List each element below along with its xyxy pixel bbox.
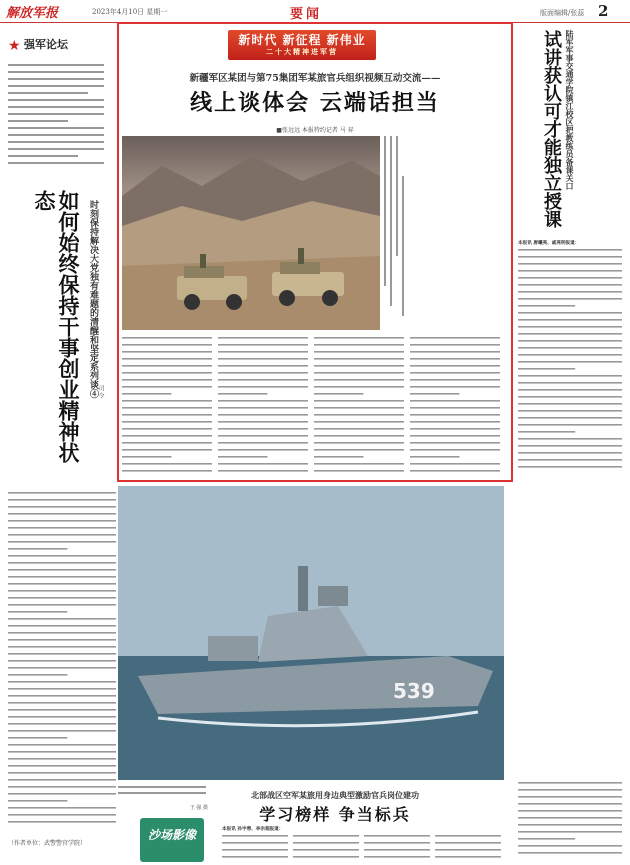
text-lines	[8, 62, 106, 172]
right-bottom-text	[518, 780, 624, 860]
text-lines	[122, 335, 508, 477]
banner-subtitle: 二十大精神进军营	[266, 47, 338, 56]
masthead: 解放军报	[6, 6, 59, 21]
right-body-text	[518, 240, 624, 480]
hull-number: 539	[393, 679, 435, 703]
star-icon: ★	[8, 38, 21, 54]
text-lines	[222, 833, 504, 861]
author-unit: （作者单位：武警警官学院）	[8, 840, 87, 847]
series-title: 时刻保持解决大党独有难题的清醒和坚定系列谈④	[88, 200, 98, 398]
caption-byline: 王 强 摄	[189, 805, 208, 811]
dateline: 2023年4月10日 星期一	[92, 8, 168, 16]
bottom-byline: 本报讯 孙宇寒、李宗超报道：	[222, 827, 284, 832]
photo-caption	[118, 784, 208, 811]
column-name: 强军论坛	[24, 38, 68, 51]
caption-lines	[118, 784, 208, 802]
body-text-block	[8, 62, 106, 172]
bottom-kicker: 北部战区空军某旅用身边典型激励官兵岗位建功	[251, 790, 419, 800]
page-number: 2	[598, 2, 609, 20]
bottom-body-text	[222, 826, 504, 862]
body-text-block	[8, 490, 118, 830]
news-photo-warship	[118, 486, 504, 780]
column-main-title: 如何始终保持干事创业精神状态	[32, 190, 81, 463]
bottom-headline: 学习榜样 争当标兵	[259, 805, 411, 824]
right-subtitle: 陆军军事交通学院镇江校区把教练员备课关口	[565, 30, 575, 190]
banner-title: 新时代 新征程 新伟业	[238, 33, 366, 47]
text-lines	[518, 780, 624, 860]
mountain-scene	[122, 136, 380, 330]
kicker: 新疆军区某团与第75集团军某旅官兵组织视频互动交流——	[189, 73, 441, 84]
caption-lines	[382, 136, 408, 326]
reporter-byline: ■张远远 本报特约记者 马 昇	[276, 127, 354, 134]
right-title: 试讲获认可才能独立授课	[541, 30, 562, 228]
text-lines	[518, 247, 624, 473]
stamp-text: 沙场影像	[147, 828, 196, 842]
page-editor: 版面编辑/张蕊	[540, 9, 585, 17]
right-byline: 本报讯 唐曦亮、戚亮明报道：	[518, 241, 580, 246]
section-title: 要闻	[290, 7, 323, 22]
headline: 线上谈体会 云端话担当	[190, 90, 440, 116]
photo-caption	[382, 136, 408, 326]
feature-body-text	[122, 335, 508, 477]
column-byline: 司 令	[97, 385, 104, 399]
warship-scene	[118, 486, 504, 780]
news-photo-vehicles	[122, 136, 380, 330]
text-lines	[8, 490, 118, 830]
